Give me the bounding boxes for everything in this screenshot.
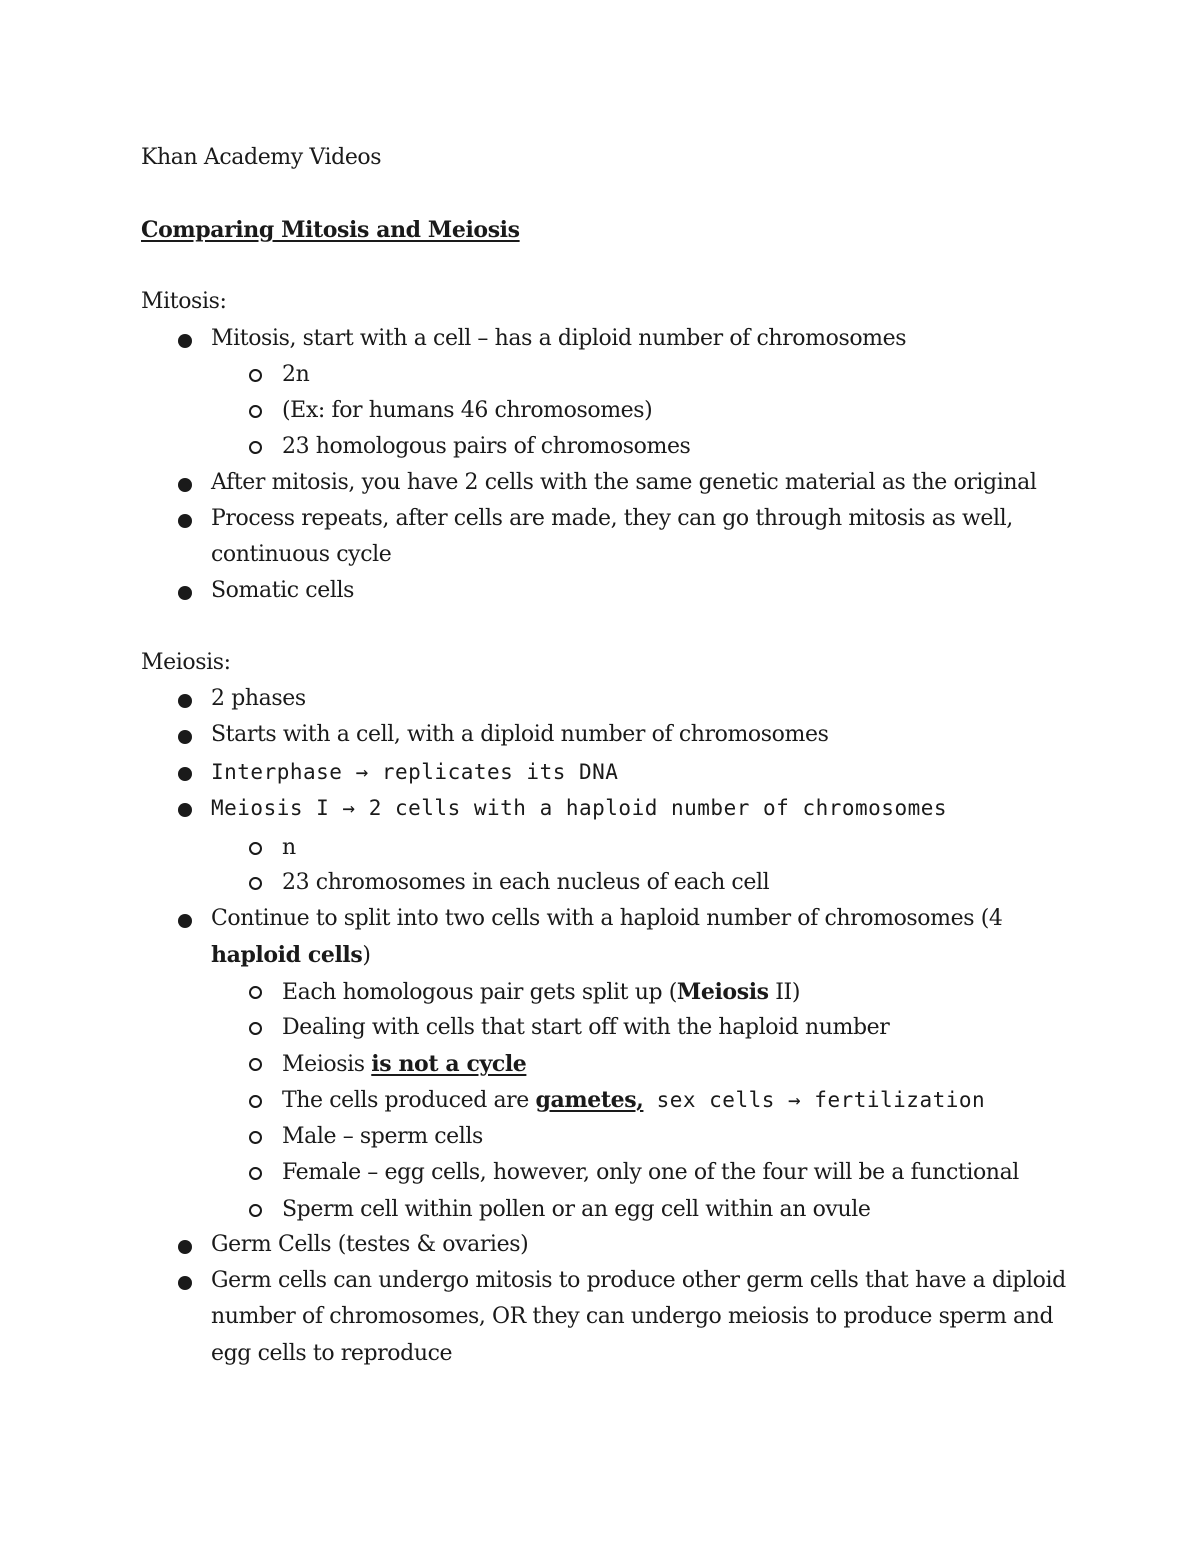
section-heading: Comparing Mitosis and Meiosis [141, 217, 520, 243]
sub-list-item: 23 chromosomes in each nucleus of each cell [282, 870, 770, 895]
list-item: After mitosis, you have 2 cells with the same genetic material as the original [211, 470, 1037, 495]
bold-text: Meiosis [676, 979, 769, 1005]
list-item-continuation [211, 940, 371, 971]
sub-list-item: n [282, 835, 296, 860]
sub-list-item: Male – sperm cells [282, 1124, 483, 1149]
list-item-continuation: number of chromosomes, OR they can undergo meiosis to produce sperm and [211, 1304, 1054, 1329]
hollow-bullet-icon [249, 1204, 262, 1217]
hollow-bullet-icon [249, 1131, 262, 1144]
mono-text: sex cells → fertilization [643, 1088, 986, 1112]
list-item: Starts with a cell, with a diploid number of chromosomes [211, 722, 829, 747]
bullet-icon [178, 694, 192, 708]
text: The cells produced are [282, 1088, 536, 1113]
text: ) [362, 943, 371, 968]
bullet-icon [178, 914, 192, 928]
bullet-icon [178, 730, 192, 744]
sub-list-item: (Ex: for humans 46 chromosomes) [282, 398, 653, 423]
text: Each homologous pair gets split up ( [282, 980, 677, 1005]
bullet-icon [178, 586, 192, 600]
bullet-icon [178, 803, 192, 817]
bullet-icon [178, 1276, 192, 1290]
sub-list-item [282, 977, 800, 1008]
list-item-continuation: egg cells to reproduce [211, 1341, 453, 1366]
sub-list-item: Dealing with cells that start off with the haploid number [282, 1015, 890, 1040]
bullet-icon [178, 1240, 192, 1254]
text: II) [768, 980, 800, 1005]
hollow-bullet-icon [249, 441, 262, 454]
list-item: Germ Cells (testes & ovaries) [211, 1232, 529, 1257]
underlined-bold-text: gametes, [535, 1087, 644, 1113]
list-item: 2 phases [211, 686, 306, 711]
hollow-bullet-icon [249, 1095, 262, 1108]
meiosis-label: Meiosis: [141, 650, 231, 675]
bullet-icon [178, 334, 192, 348]
list-item: Mitosis, start with a cell – has a diploid number of chromosomes [211, 326, 907, 351]
underlined-bold-text: is not a cycle [371, 1051, 527, 1077]
bullet-icon [178, 767, 192, 781]
hollow-bullet-icon [249, 842, 262, 855]
sub-list-item [282, 1049, 526, 1080]
sub-list-item: 23 homologous pairs of chromosomes [282, 434, 691, 459]
list-item-continuation: continuous cycle [211, 542, 392, 567]
hollow-bullet-icon [249, 1167, 262, 1180]
list-item: Somatic cells [211, 578, 354, 603]
document-title: Khan Academy Videos [141, 145, 382, 170]
sub-list-item: Sperm cell within pollen or an egg cell within an ovule [282, 1197, 871, 1222]
hollow-bullet-icon [249, 405, 262, 418]
sub-list-item: 2n [282, 362, 310, 387]
mitosis-label: Mitosis: [141, 289, 227, 314]
hollow-bullet-icon [249, 877, 262, 890]
hollow-bullet-icon [249, 369, 262, 382]
list-item: Meiosis I → 2 cells with a haploid number of chromosomes [211, 796, 948, 820]
hollow-bullet-icon [249, 986, 262, 999]
text: Meiosis [282, 1052, 372, 1077]
sub-list-item [282, 1085, 985, 1116]
list-item: Interphase → replicates its DNA [211, 760, 619, 784]
hollow-bullet-icon [249, 1058, 262, 1071]
list-item: Process repeats, after cells are made, they can go through mitosis as well, [211, 506, 1013, 531]
hollow-bullet-icon [249, 1022, 262, 1035]
bullet-icon [178, 478, 192, 492]
bold-text: haploid cells [211, 942, 363, 968]
bullet-icon [178, 514, 192, 528]
sub-list-item: Female – egg cells, however, only one of the four will be a functional [282, 1160, 1019, 1185]
list-item: Continue to split into two cells with a haploid number of chromosomes (4 [211, 906, 1003, 931]
list-item: Germ cells can undergo mitosis to produce other germ cells that have a diploid [211, 1268, 1066, 1293]
